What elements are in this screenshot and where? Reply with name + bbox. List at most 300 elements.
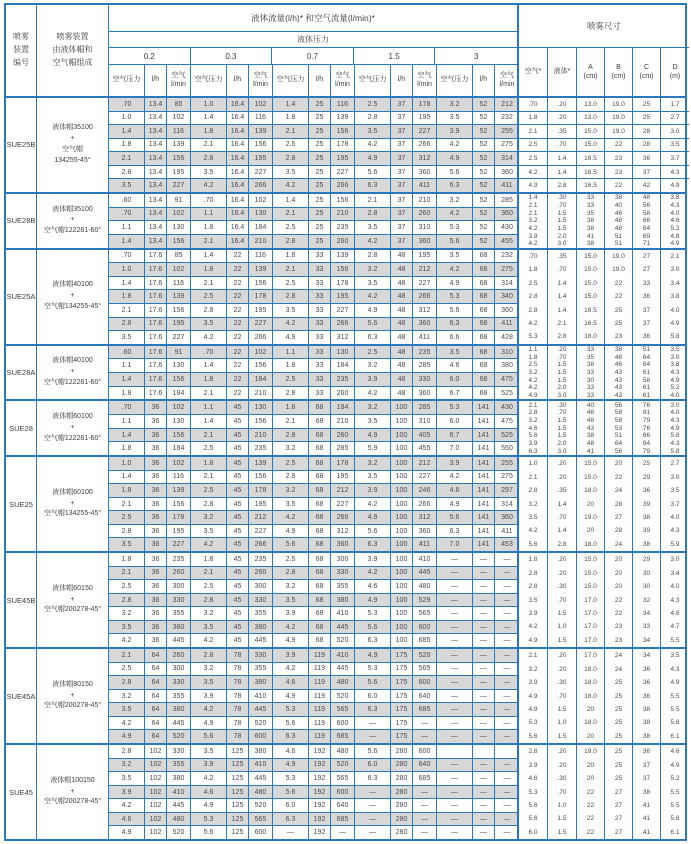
data-cell: 102: [249, 194, 273, 207]
spray-dim-value: 33: [586, 384, 595, 392]
data-cell: 45: [227, 511, 249, 524]
data-cell: 52: [473, 112, 495, 125]
data-cell: 100: [391, 634, 413, 647]
data-cell: 2.5: [273, 373, 309, 386]
spray-dim-value: 56: [614, 401, 623, 409]
flow-rows: [109, 745, 519, 839]
table-row: [109, 152, 517, 166]
spray-dim-col: [519, 346, 548, 400]
data-cell: 4.2: [355, 290, 391, 303]
spray-dim-value: .35: [557, 487, 567, 495]
data-cell: 1.0: [109, 457, 145, 470]
data-cell: 266: [413, 498, 437, 511]
data-cell: 1.8: [273, 112, 309, 125]
spray-dim-value: 36: [642, 293, 651, 301]
data-cell: 210: [249, 387, 273, 400]
spray-dim-value: 2.8: [557, 182, 567, 190]
data-cell: 330: [167, 676, 191, 689]
data-cell: 184: [167, 442, 191, 455]
spray-dim-value: 3.0: [670, 266, 680, 274]
data-cell: 685: [331, 813, 355, 826]
data-cell: 227: [167, 538, 191, 551]
spray-dim-value: .20: [557, 652, 567, 660]
spray-dims: [519, 346, 689, 400]
data-cell: 227: [413, 277, 437, 290]
data-cell: 411: [501, 527, 513, 535]
data-cell: 33: [309, 290, 331, 303]
spray-dim-value: 19.0: [584, 513, 597, 521]
spray-dim-value: 4.8: [670, 232, 680, 240]
data-cell: 64: [145, 717, 167, 730]
data-cell: 330: [249, 649, 273, 662]
data-cell: 410: [249, 759, 273, 772]
data-cell: 33: [309, 331, 331, 344]
spray-dim-value: 79: [642, 447, 651, 455]
spray-dim-value: 5.8: [670, 432, 680, 440]
data-cell: 260: [413, 208, 437, 221]
spray-dim-value: 20: [614, 569, 623, 577]
spray-dim-value: 37: [642, 306, 651, 314]
data-cell: —: [413, 786, 437, 799]
data-cell: —: [503, 623, 511, 631]
data-cell: 330: [167, 594, 191, 607]
data-cell: 430: [501, 224, 513, 232]
spray-dim-value: 20: [586, 500, 595, 508]
spray-dim-col: [605, 649, 633, 743]
data-cell: 3.9: [355, 553, 391, 566]
subheader-air-lmin: [249, 65, 273, 96]
data-cell: 5.6: [355, 676, 391, 689]
data-cell: 520: [249, 717, 273, 730]
data-cell: 2.1: [191, 277, 227, 290]
spray-dim-value: 2.1: [557, 320, 567, 327]
subheader-air-lmin: [413, 65, 437, 96]
spray-dim-value: 22: [586, 788, 595, 796]
data-cell: 68: [309, 457, 331, 470]
spray-dim-value: 2.8: [528, 569, 538, 577]
data-cell: 1.0: [109, 263, 145, 276]
data-cell: 22: [227, 359, 249, 372]
table-row: [109, 786, 517, 800]
data-cell: 312: [413, 304, 437, 317]
data-cell: 3.5: [437, 346, 473, 359]
data-cell: 275: [501, 266, 513, 274]
data-cell: 13.4: [145, 152, 167, 165]
spray-dim-value: 38: [642, 788, 651, 796]
data-cell: 300: [331, 553, 355, 566]
spray-dim-value: 4.9: [670, 761, 680, 769]
spray-dim-value: 81: [642, 409, 651, 417]
spray-dim-value: 36: [642, 333, 651, 341]
data-cell: 52: [473, 235, 495, 248]
data-cell: 22: [227, 304, 249, 317]
data-cell: 1.8: [191, 553, 227, 566]
data-cell: 640: [413, 759, 437, 772]
data-cell: 1.8: [191, 263, 227, 276]
data-cell: 17.6: [145, 277, 167, 290]
data-cell: 125: [227, 813, 249, 826]
data-cell: 4.2: [191, 331, 227, 344]
spray-dim-value: 53: [614, 424, 623, 432]
data-cell: —: [503, 719, 511, 727]
spray-dim-value: 4.9: [528, 705, 538, 713]
spray-dim-col: [661, 553, 689, 647]
spray-dim-value: 4.2: [528, 623, 538, 631]
spray-dim-value: 3.9: [528, 609, 538, 617]
data-cell: 5.3: [273, 772, 309, 785]
data-cell: 36: [145, 484, 167, 497]
data-cell: 2.5: [355, 346, 391, 359]
data-cell: 5.3: [437, 401, 473, 414]
data-cell: 475: [501, 417, 513, 425]
data-cell: 3.5: [437, 250, 473, 263]
data-cell: 1.4: [109, 235, 145, 248]
spray-dim-value: 4.0: [670, 513, 680, 521]
data-cell: 178: [331, 277, 355, 290]
spray-dim-value: 2.1: [528, 209, 538, 217]
spray-dim-value: 17.0: [584, 596, 597, 604]
spray-col-unit: (m): [669, 73, 681, 80]
table-row: [109, 98, 517, 112]
composition-line: +: [70, 499, 75, 507]
data-cell: 2.1: [109, 649, 145, 662]
spray-dim-value: 40: [614, 201, 623, 209]
spray-dim-value: 1.4: [557, 500, 567, 508]
data-cell: 314: [501, 155, 513, 163]
spray-dim-value: 16.5: [584, 306, 597, 314]
composition-line: +: [70, 292, 75, 300]
spray-dim-col: [661, 401, 689, 455]
data-cell: 475: [501, 375, 513, 383]
data-cell: 16.4: [227, 208, 249, 221]
spray-col-label: D: [672, 63, 678, 71]
data-cell: 45: [227, 538, 249, 551]
data-cell: 520: [167, 826, 191, 839]
data-cell: 3.2: [355, 263, 391, 276]
data-cell: —: [473, 813, 495, 826]
data-cell: 2.1: [109, 152, 145, 165]
data-cell: 36: [145, 511, 167, 524]
data-cell: 91: [167, 194, 191, 207]
data-cell: 48: [391, 290, 413, 303]
subheader-air-line: 空气: [417, 71, 432, 79]
spray-dim-value: 48: [642, 194, 651, 202]
data-cell: 139: [167, 139, 191, 152]
data-cell: 5.6: [437, 235, 473, 248]
data-cell: 68: [473, 277, 495, 290]
spray-dim-value: 4.3: [661, 166, 689, 180]
data-cell: 16.4: [227, 152, 249, 165]
data-cell: 2.1: [273, 208, 309, 221]
spray-dim-value: 1.4: [557, 279, 567, 287]
data-cell: 192: [309, 813, 331, 826]
spray-dim-value: 4.2: [528, 527, 538, 535]
data-cell: 4.6: [191, 786, 227, 799]
data-cell: 1.1: [191, 401, 227, 414]
data-cell: 6.6: [437, 331, 473, 344]
data-cell: 64: [145, 690, 167, 703]
spray-dim-value: 4.9: [670, 182, 680, 190]
data-cell: —: [437, 663, 473, 676]
spray-dim-value: 5.5: [670, 801, 680, 809]
spray-dim-value: 38: [614, 346, 623, 353]
data-cell: 2.5: [191, 580, 227, 593]
data-cell: 5.6: [355, 318, 391, 331]
data-cell: 68: [473, 387, 495, 400]
data-cell: 1.0: [191, 98, 227, 111]
data-cell: 33: [309, 346, 331, 359]
spray-dim-value: 22: [586, 801, 595, 809]
data-cell: 6.3: [355, 331, 391, 344]
data-cell: 5.6: [355, 525, 391, 538]
composition-line: 液体帽35100: [52, 124, 93, 132]
data-cell: 330: [167, 745, 191, 758]
data-cell: 285: [331, 442, 355, 455]
spray-dim-value: 28: [614, 527, 623, 535]
data-cell: 355: [249, 663, 273, 676]
data-cell: 102: [145, 799, 167, 812]
spray-dim-col: [577, 745, 605, 839]
composition-line: 空气帽134255-45°: [43, 510, 102, 518]
spray-dim-value: 4.7: [670, 623, 680, 631]
spray-dim-value: .20: [557, 569, 567, 577]
spray-col-header: [661, 48, 689, 96]
spray-dim-value: 13.0: [577, 98, 604, 112]
composition-line: 液体帽40100: [52, 357, 93, 365]
data-cell: .70: [109, 98, 145, 111]
data-cell: 1.4: [191, 250, 227, 263]
spray-dim-value: 58: [614, 409, 623, 417]
data-cell: 430: [501, 404, 513, 412]
spray-dim-value: 64: [642, 353, 651, 361]
spray-dim-value: 15.0: [577, 125, 604, 139]
data-cell: 685: [413, 634, 437, 647]
spray-dim-value: 25: [614, 306, 623, 314]
data-cell: 36: [145, 538, 167, 551]
data-cell: 4.6: [273, 745, 309, 758]
data-cell: 3.5: [273, 498, 309, 511]
data-cell: 2.1: [191, 567, 227, 580]
spray-dim-value: 20: [586, 761, 595, 769]
table-row: [109, 676, 517, 690]
data-cell: —: [437, 649, 473, 662]
data-cell: 1.8: [109, 553, 145, 566]
data-cell: 1.4: [109, 125, 145, 138]
spray-dim-value: 25: [614, 679, 623, 687]
data-cell: 3.2: [109, 690, 145, 703]
spray-dim-value: 1.8: [528, 353, 538, 361]
data-cell: 5.6: [355, 621, 391, 634]
spray-dim-value: .70: [557, 201, 567, 209]
data-cell: 3.5: [273, 166, 309, 179]
data-cell: 2.5: [273, 457, 309, 470]
spray-dim-value: 5.8: [670, 333, 680, 341]
data-cell: 36: [145, 634, 167, 647]
data-cell: 3.5: [109, 772, 145, 785]
data-cell: 411: [413, 179, 437, 192]
spray-dim-value: 13.0: [577, 112, 604, 126]
data-cell: 36: [145, 525, 167, 538]
spray-dim-col: [605, 346, 633, 400]
table-row: [109, 498, 517, 512]
spray-dim-value: .30: [557, 583, 567, 591]
spray-dim-value: .20: [548, 98, 576, 112]
data-cell: —: [473, 730, 495, 743]
table-row: [109, 442, 517, 455]
spray-dim-value: 2.1: [670, 252, 680, 260]
data-cell: 5.9: [355, 442, 391, 455]
data-cell: —: [473, 607, 495, 620]
spray-dim-value: .20: [557, 556, 567, 564]
spray-dim-value: 3.9: [528, 761, 538, 769]
data-cell: 360: [413, 525, 437, 538]
spray-dim-value: 5.8: [670, 719, 680, 727]
data-cell: 260: [249, 567, 273, 580]
spray-dim-value: 32: [642, 596, 651, 604]
flow-rows: [109, 98, 519, 192]
data-cell: 116: [167, 471, 191, 484]
data-cell: —: [473, 567, 495, 580]
data-cell: 6.7: [437, 387, 473, 400]
device-block-sue25a: [6, 250, 685, 346]
data-cell: —: [473, 553, 495, 566]
data-cell: —: [355, 826, 391, 839]
data-cell: 100: [391, 607, 413, 620]
data-cell: 2.1: [191, 471, 227, 484]
data-cell: 3.2: [355, 401, 391, 414]
data-cell: 119: [309, 676, 331, 689]
data-cell: 68: [473, 373, 495, 386]
data-cell: 116: [249, 112, 273, 125]
data-cell: 232: [501, 114, 513, 122]
spray-dim-value: 51: [614, 240, 623, 248]
composition-line: 134255-45°: [54, 156, 91, 164]
table-row: [109, 663, 517, 677]
data-cell: 6.0: [437, 415, 473, 428]
spray-dim-value: 33: [586, 194, 595, 202]
spray-dim-col: [661, 98, 689, 192]
spray-dim-value: 41: [642, 815, 651, 823]
data-cell: 6.3: [273, 730, 309, 743]
spray-dim-value: 38: [642, 705, 651, 713]
data-cell: 3.5: [109, 538, 145, 551]
subheader-air-lmin: [167, 65, 191, 96]
data-cell: 2.1: [355, 194, 391, 207]
spray-dim-value: 38: [642, 732, 651, 740]
spray-dim-value: 36: [642, 748, 651, 756]
data-cell: 1.1: [109, 415, 145, 428]
data-cell: 2.8: [191, 649, 227, 662]
spray-dim-value: 15.0: [584, 293, 597, 301]
spray-dim-value: 2.8: [528, 487, 538, 495]
data-cell: —: [331, 826, 355, 839]
data-cell: 314: [501, 279, 513, 287]
data-cell: —: [503, 610, 511, 618]
spray-dim-value: 41: [586, 447, 595, 455]
data-cell: 5.6: [273, 786, 309, 799]
data-cell: 2.5: [273, 553, 309, 566]
device-header-line: 装置: [13, 45, 29, 55]
spec-table: [4, 3, 687, 841]
data-cell: 360: [413, 318, 437, 331]
data-cell: 227: [413, 125, 437, 138]
data-cell: 6.3: [355, 538, 391, 551]
spray-dim-value: 15.0: [577, 139, 604, 153]
data-cell: 3.5: [355, 471, 391, 484]
data-cell: 100: [391, 553, 413, 566]
composition-line: +: [70, 787, 75, 795]
data-cell: 520: [331, 634, 355, 647]
pressure-value: 3: [473, 51, 479, 61]
data-cell: 17.6: [145, 359, 167, 372]
data-cell: 68: [473, 263, 495, 276]
table-row: [109, 525, 517, 539]
spray-dim-col: [633, 553, 661, 647]
composition-line: 液体帽35100: [52, 205, 93, 213]
data-cell: 6.3: [355, 634, 391, 647]
spray-dim-value: .70: [557, 353, 567, 361]
data-cell: 275: [501, 141, 513, 149]
data-cell: 3.2: [191, 663, 227, 676]
spray-dim-value: 46: [614, 361, 623, 369]
spray-dim-col: [519, 194, 548, 248]
spray-dim-value: 1.1: [528, 346, 538, 353]
spray-dim-value: 56: [614, 447, 623, 455]
spray-dim-value: 61: [642, 384, 651, 392]
device-composition: [37, 649, 109, 743]
spray-dim-value: 4.3: [670, 665, 680, 673]
spray-dim-value: .35: [557, 252, 567, 260]
spray-dim-value: 5.5: [670, 692, 680, 700]
data-cell: 156: [331, 125, 355, 138]
data-cell: 184: [167, 387, 191, 400]
spray-dim-value: 35: [586, 353, 595, 361]
data-cell: 6.3: [355, 703, 391, 716]
device-id: SUE25: [6, 457, 37, 551]
spray-dim-value: .30: [557, 194, 567, 202]
data-cell: 52: [473, 221, 495, 234]
spray-dim-value: .70: [557, 788, 567, 796]
spray-dim-value: 24: [614, 540, 623, 548]
data-cell: 260: [331, 387, 355, 400]
data-cell: 130: [167, 415, 191, 428]
data-cell: 520: [331, 690, 355, 703]
spray-dim-value: 16.5: [577, 152, 604, 166]
data-cell: 5.3: [191, 813, 227, 826]
data-cell: 156: [249, 359, 273, 372]
data-cell: 48: [391, 346, 413, 359]
spray-dim-col: [633, 98, 661, 192]
data-cell: 4.2: [355, 139, 391, 152]
data-cell: 2.5: [273, 277, 309, 290]
spray-dim-value: .70: [557, 409, 567, 417]
data-cell: 68: [309, 607, 331, 620]
data-cell: 68: [309, 594, 331, 607]
data-cell: 4.2: [191, 538, 227, 551]
data-cell: .60: [109, 194, 145, 207]
spray-dim-value: 37: [642, 761, 651, 769]
spray-dim-value: 4.3: [670, 201, 680, 209]
device-header-line: 编号: [13, 57, 29, 67]
data-cell: 410: [413, 553, 437, 566]
data-cell: 36: [145, 442, 167, 455]
spray-dim-value: .20: [557, 460, 567, 468]
data-cell: 85: [167, 98, 191, 111]
data-cell: 85: [167, 250, 191, 263]
spray-dim-value: 3.9: [528, 440, 538, 448]
spray-dim-value: 71: [642, 240, 651, 248]
data-cell: 141: [473, 415, 495, 428]
